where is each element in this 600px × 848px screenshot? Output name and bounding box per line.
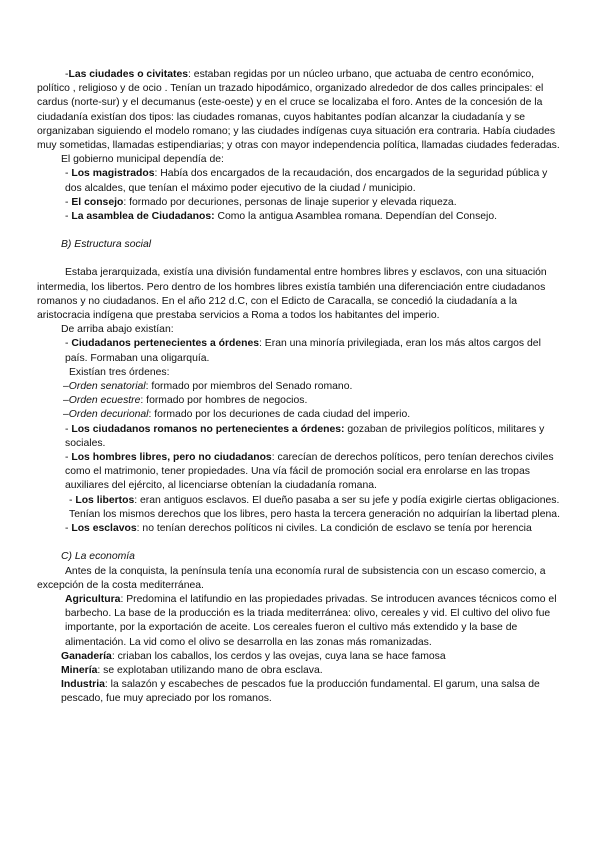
hombres-libres-label: Los hombres libres, pero no ciudadanos [71, 452, 272, 464]
asamblea-item [37, 210, 563, 224]
libertos-text: : eran antiguos esclavos. El dueño pasaba a ser su jefe y podía exigirle ciertas obligaciones. Tenían los mismos derechos que los libres, pero hasta la tercera generación no adquirían la libertad plena. [69, 494, 560, 520]
dash: – [63, 409, 69, 421]
agricultura-label: Agricultura [65, 593, 121, 605]
orden-ecuestre-item [37, 394, 563, 408]
hombres-libres-text: : carecían de derechos políticos, pero tenían derechos civiles como el matrimonio, tener propiedades. Una vía fácil de promoción social era enrolarse en las tropas auxiliares del ejército, al licenciarse obtenían la ciudadanía romana. [65, 452, 554, 492]
hombres-libres-item [37, 451, 563, 494]
bullet: - [65, 338, 72, 350]
orden-decurional-text: : formado por los decuriones de cada ciudad del imperio. [148, 409, 411, 421]
libertos-item [37, 494, 563, 522]
consejo-text: : formado por decuriones, personas de linaje superior y elevada riqueza. [123, 196, 457, 208]
esclavos-item [37, 522, 563, 536]
consejo-label: El consejo [71, 196, 124, 208]
section-heading-estructura-social: B) Estructura social [61, 239, 152, 251]
orden-decurional-item [37, 408, 563, 422]
bullet: - [65, 523, 72, 535]
bullet: - [65, 423, 72, 435]
orden-ecuestre-text: : formado por hombres de negocios. [140, 395, 308, 407]
ciudadanos-no-ordenes-item [37, 423, 563, 451]
civitates-label: Las ciudades o civitates [68, 69, 189, 80]
dash: – [63, 395, 69, 407]
arriba-line: De arriba abajo existían: [61, 324, 174, 336]
esclavos-text: : no tenían derechos políticos ni civiles. La condición de esclavo se tenía por herencia [136, 523, 532, 535]
agricultura-item [37, 593, 563, 650]
magistrados-label: Los magistrados [71, 168, 155, 180]
orden-senatorial-text: : formado por miembros del Senado romano. [145, 381, 353, 393]
ciudadanos-ordenes-text: : Eran una minoría privilegiada, eran los más altos cargos del país. Formaban una oligarquía. [65, 338, 541, 364]
civitates-text: : estaban regidas por un núcleo urbano, que actuaba de centro económico, político , religioso y de ocio . Tenían un trazado hipodámico, organizado alrededor de dos calles principales: el cardus (norte-sur) y el decumanus (este-oeste) y en el cruce se localizaba el foro. Antes de la concesión de la ciudadanía existían dos tipos: las ciudades romanas, cuyos habitantes podían alcanzar la ciudadanía y se organizaban siguiendo el modelo romano; y las ciudades indígenas cuya situación era contraria. Había ciudades muy sometidas, llamadas estipendiarias; y otras con mayor independencia política, llamadas ciudades federadas. [37, 69, 560, 152]
asamblea-text: Como la antigua Asamblea romana. Dependían del Consejo. [214, 211, 498, 223]
bullet: - [65, 211, 72, 223]
industria-item [37, 678, 563, 706]
ciudadanos-ordenes-item [37, 337, 563, 365]
ganaderia-label: Ganadería [61, 650, 112, 662]
magistrados-item [37, 167, 563, 195]
ganaderia-text: : criaban los caballos, los cerdos y las ovejas, cuya lana se hace famosa [111, 650, 446, 662]
mineria-label: Minería [61, 664, 98, 676]
ciudadanos-no-ordenes-label: Los ciudadanos romanos no pertenecientes a órdenes: [71, 423, 345, 435]
agricultura-text: : Predomina el latifundio en las propiedades privadas. Se introducen avances técnicos como el barbecho. La base de la producción es la triada mediterránea: olivo, cereales y vid. El cultivo del olivo fue importante, por la exportación de aceite. Los cereales fueron el cultivo más extendido y la base de alimentación. La vid como el olivo se desarrolla en las zonas más romanizadas. [65, 593, 557, 648]
tres-ordenes-line: Existían tres órdenes: [69, 366, 170, 378]
asamblea-label: La asamblea de Ciudadanos: [71, 211, 215, 223]
industria-label: Industria [61, 679, 105, 691]
section-heading-economia: C) La economía [61, 551, 135, 563]
orden-senatorial-label: Orden senatorial [68, 381, 146, 393]
ganaderia-item [37, 650, 563, 664]
dash: – [63, 381, 69, 393]
bullet: - [65, 196, 72, 208]
civitates-paragraph [37, 68, 563, 153]
mineria-item [37, 664, 563, 678]
bullet: - [69, 494, 76, 506]
ciudadanos-no-ordenes-text: gozaban de privilegios políticos, militares y sociales. [65, 423, 545, 449]
bullet: - [65, 452, 72, 464]
magistrados-text: : Había dos encargados de la recaudación, dos encargados de la seguridad pública y dos alcaldes, que tenían el máximo poder ejecutivo de la ciudad / municipio. [65, 168, 548, 194]
libertos-label: Los libertos [75, 494, 135, 506]
mineria-text: : se explotaban utilizando mano de obra esclava. [97, 664, 323, 676]
ciudadanos-ordenes-label: Ciudadanos pertenecientes a órdenes [71, 338, 260, 350]
bullet: - [65, 168, 72, 180]
orden-decurional-label: Orden decurional [68, 409, 149, 421]
orden-senatorial-item [37, 380, 563, 394]
estructura-paragraph: Estaba jerarquizada, existía una división fundamental entre hombres libres y esclavos, con una situación intermedia, los libertos. Pero dentro de los hombres libres existía también una diferenciación entre ciudadanos romanos y no ciudadanos. En el año 212 d.C, con el Edicto de Caracalla, se concedió la ciudadanía a la aristocracia indígena que prestaba servicios a Roma a todos los habitantes del imperio. [37, 267, 547, 322]
orden-ecuestre-label: Orden ecuestre [68, 395, 141, 407]
dash: - [65, 69, 69, 80]
industria-text: : la salazón y escabeches de pescados fue la producción fundamental. El garum, una salsa de pescado, fue muy apreciado por los romanos. [61, 679, 540, 705]
gobierno-line: El gobierno municipal dependía de: [61, 154, 224, 166]
economia-paragraph: Antes de la conquista, la península tenía una economía rural de subsistencia con un escaso comercio, a excepción de la costa mediterránea. [37, 565, 546, 591]
consejo-item [37, 196, 563, 210]
esclavos-label: Los esclavos [71, 523, 137, 535]
